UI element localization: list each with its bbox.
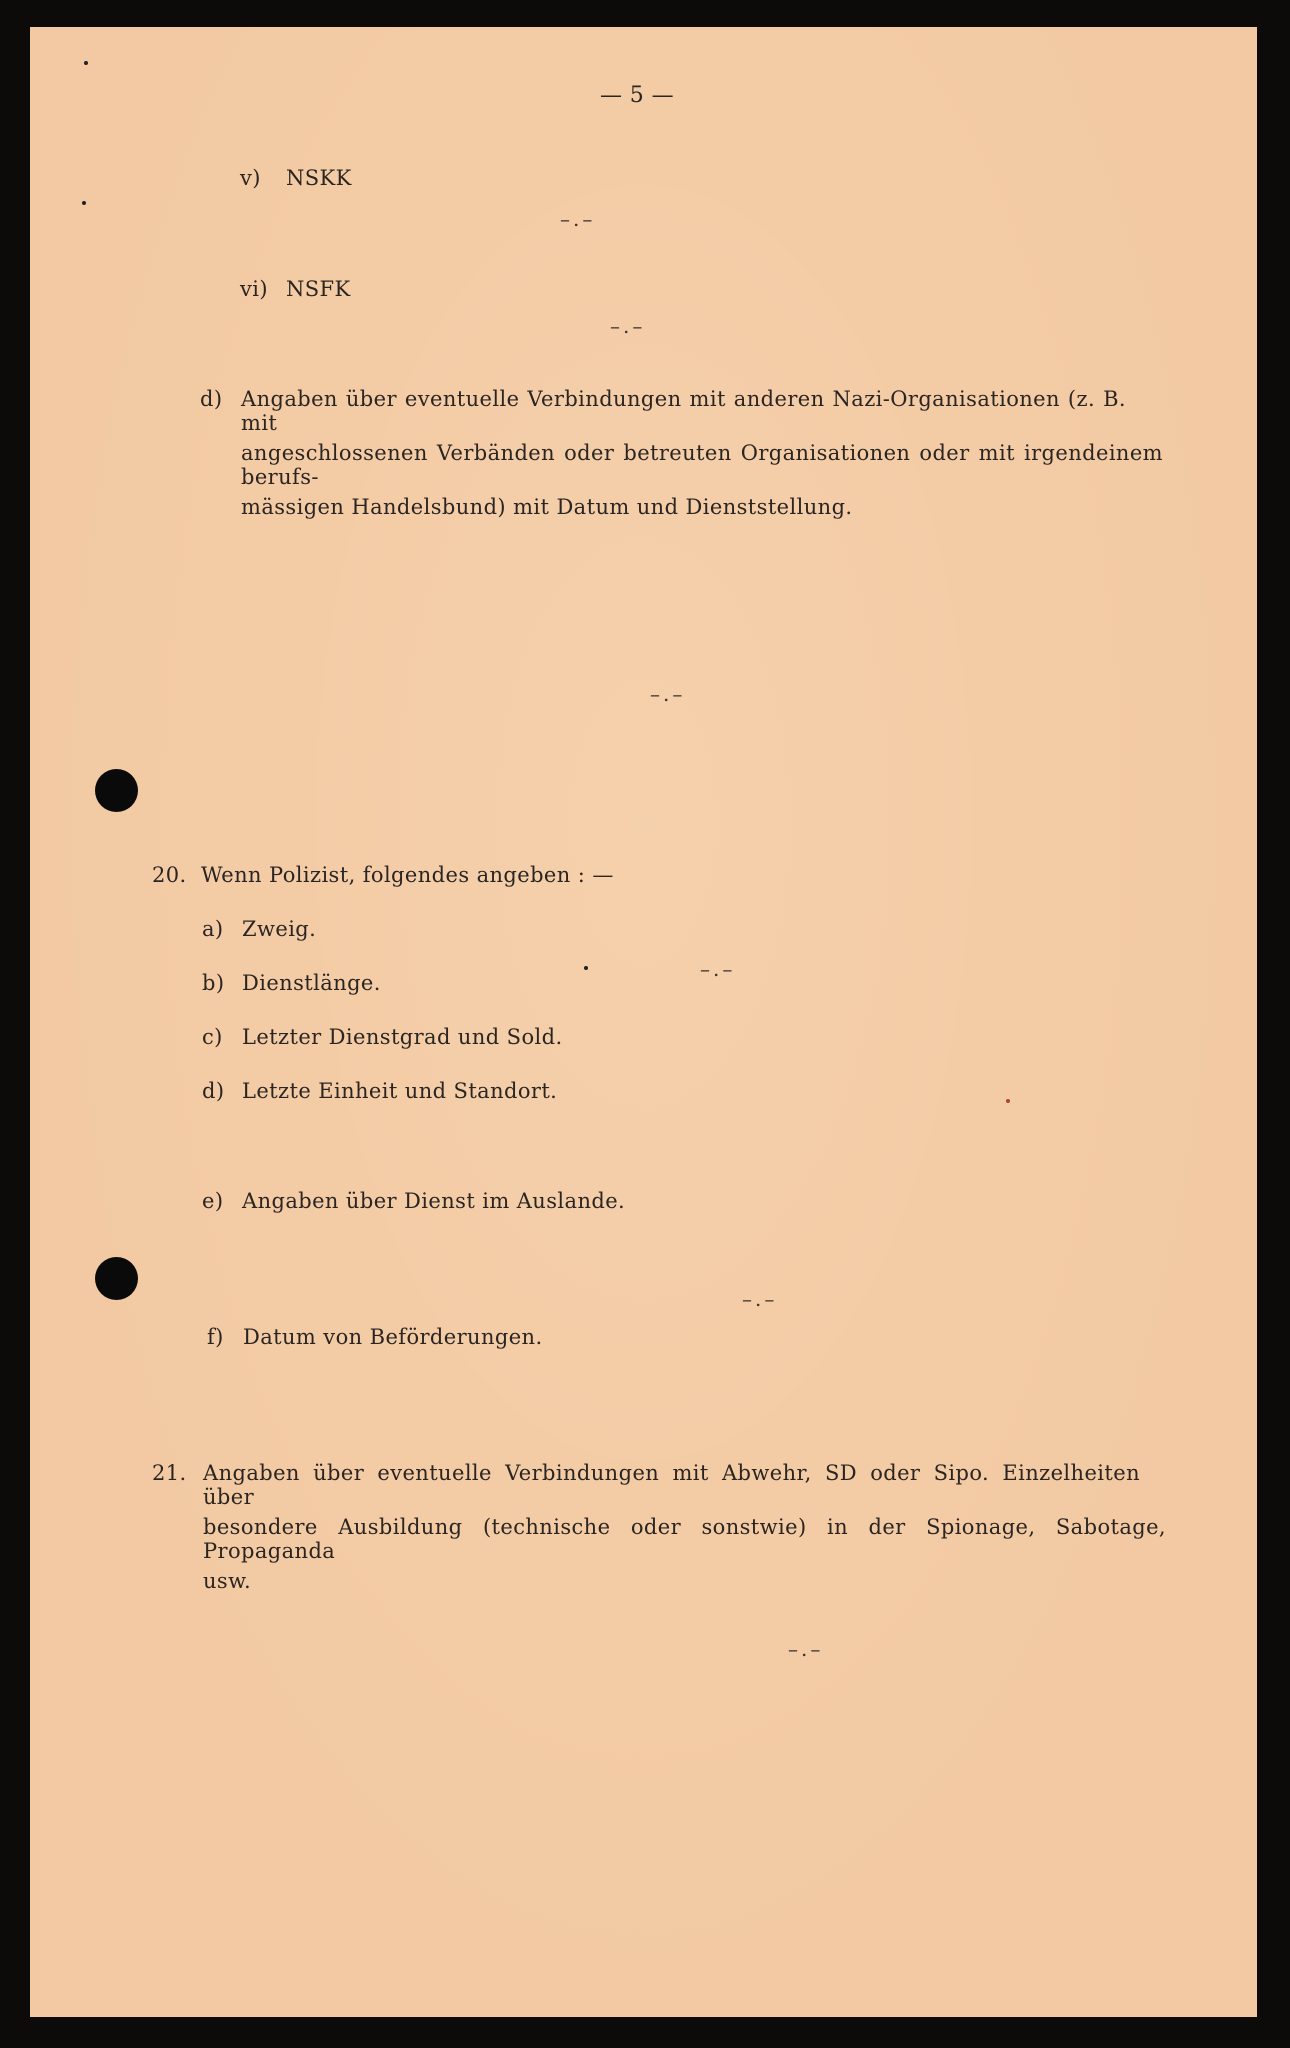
question-20-f-text: Datum von Beförderungen. — [243, 1325, 543, 1349]
punch-hole — [95, 769, 138, 812]
question-20-c-text: Letzter Dienstgrad und Sold. — [242, 1025, 563, 1049]
question-20-e-marker: e) — [202, 1189, 224, 1213]
question-20-d-marker: d) — [202, 1079, 225, 1103]
question-20-d-text: Letzte Einheit und Standort. — [242, 1079, 558, 1103]
item-v-marker: v) — [240, 166, 261, 190]
question-20-c-marker: c) — [202, 1025, 223, 1049]
document-page — [30, 27, 1257, 2017]
item-v-text: NSKK — [286, 166, 352, 190]
placeholder-mark: –.– — [742, 1287, 778, 1311]
question-21-number: 21. — [152, 1461, 187, 1485]
placeholder-mark: –.– — [610, 314, 646, 338]
item-d-line-2: angeschlossenen Verbänden oder betreuten Organisationen oder mit irgendeinem berufs- — [241, 441, 1163, 489]
question-20-number: 20. — [152, 863, 187, 887]
question-20-b-text: Dienstlänge. — [242, 971, 381, 995]
item-d-marker: d) — [200, 387, 223, 411]
punch-hole — [95, 1257, 138, 1300]
item-d-line-3: mässigen Handelsbund) mit Datum und Dienststellung. — [241, 495, 853, 519]
placeholder-mark: –.– — [650, 682, 686, 706]
page-number: — 5 — — [600, 83, 674, 108]
question-20-b-marker: b) — [202, 971, 225, 995]
question-21-line-1: Angaben über eventuelle Verbindungen mit Abwehr, SD oder Sipo. Einzelheiten über — [203, 1461, 1140, 1509]
placeholder-mark: –.– — [700, 957, 736, 981]
paper-speck — [82, 201, 86, 205]
question-20-a-text: Zweig. — [242, 917, 317, 941]
question-20-a-marker: a) — [202, 917, 224, 941]
question-20-f-marker: f) — [207, 1325, 224, 1349]
question-20-e-text: Angaben über Dienst im Auslande. — [242, 1189, 626, 1213]
question-20-text: Wenn Polizist, folgendes angeben : — — [201, 863, 614, 887]
item-d-line-1: Angaben über eventuelle Verbindungen mit anderen Nazi-Organisationen (z. B. mit — [241, 387, 1126, 435]
question-21-line-3: usw. — [203, 1569, 252, 1593]
paper-speck — [584, 966, 588, 970]
paper-speck — [1006, 1099, 1010, 1103]
item-vi-marker: vi) — [240, 277, 268, 301]
placeholder-mark: –.– — [788, 1637, 824, 1661]
item-vi-text: NSFK — [286, 277, 351, 301]
placeholder-mark: –.– — [560, 207, 596, 231]
question-21-line-2: besondere Ausbildung (technische oder sonstwie) in der Spionage, Sabotage, Propaganda — [203, 1515, 1166, 1563]
paper-speck — [84, 61, 88, 65]
